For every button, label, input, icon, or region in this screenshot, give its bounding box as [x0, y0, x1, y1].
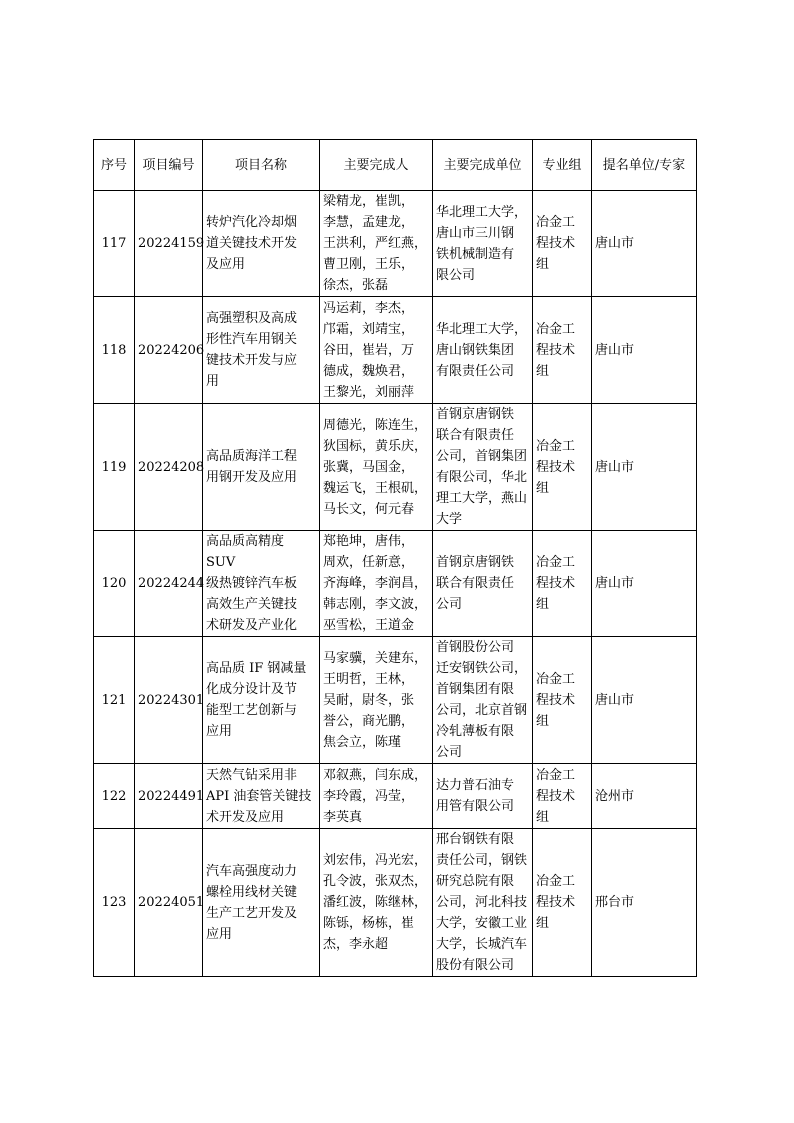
header-name: 项目名称: [203, 140, 320, 191]
cell-people-line: 魏运飞，王根矶，: [323, 480, 428, 496]
cell-units-line: 责任公司，钢铁: [436, 853, 528, 868]
cell-group-line: 组: [536, 257, 550, 272]
cell-seq: 118: [94, 297, 135, 404]
cell-people-line: 张冀，马国金，: [323, 459, 415, 475]
cell-units-line: 唐山钢铁集团: [436, 342, 515, 358]
cell-group: [533, 404, 592, 531]
cell-group-line: 程技术: [536, 895, 576, 910]
cell-code: 20224051: [135, 829, 203, 977]
cell-group-line: 组: [536, 809, 550, 825]
cell-seq: 119: [94, 404, 135, 531]
cell-name-line: 高效生产关键技: [206, 597, 298, 612]
cell-nominator: 邢台市: [592, 829, 697, 977]
cell-people-line: 周德光，陈连生，: [323, 417, 428, 433]
cell-units-line: 华北理工大学，: [436, 204, 528, 220]
cell-units-line: 首钢股份公司: [436, 640, 515, 655]
cell-units-line: 邢台钢铁有限: [436, 832, 515, 847]
cell-name-line: 高强塑积及高成: [206, 311, 298, 326]
cell-name-line: API 油套管关键技: [206, 788, 312, 804]
cell-group-line: 冶金工: [536, 874, 576, 889]
cell-name-line: 用钢开发及应用: [206, 470, 298, 485]
cell-people-line: 冯运莉，李杰，: [323, 300, 415, 316]
cell-people-line: 曹卫刚，王乐，: [323, 257, 415, 272]
cell-units-line: 用管有限公司: [436, 799, 515, 814]
cell-nominator: 唐山市: [592, 404, 697, 531]
cell-units-line: 首钢京唐钢铁: [436, 407, 515, 422]
table-row: [94, 404, 697, 531]
cell-group: [533, 297, 592, 404]
cell-people-line: 李玲霞，冯莹，: [323, 788, 415, 804]
cell-group-line: 冶金工: [536, 671, 576, 687]
project-table: [93, 139, 697, 977]
cell-people-line: 刘宏伟，冯光宏，: [323, 853, 428, 868]
cell-people-line: 吴耐，尉冬，张: [323, 692, 415, 708]
cell-units-line: 研究总院有限: [436, 874, 515, 889]
cell-people-line: 誉公，商光鹏，: [323, 713, 415, 729]
cell-name: [203, 191, 320, 297]
cell-people-line: 王黎光，刘丽萍: [323, 384, 415, 400]
cell-units-line: 华北理工大学，: [436, 321, 528, 337]
cell-units-line: 股份有限公司: [436, 958, 515, 973]
cell-name-line: 化成分设计及节: [206, 682, 298, 697]
cell-group: [533, 531, 592, 637]
cell-group-line: 程技术: [536, 788, 576, 804]
cell-code: 20224206: [135, 297, 203, 404]
cell-units-line: 公司: [436, 745, 463, 760]
cell-nominator: 唐山市: [592, 637, 697, 764]
cell-name-line: 能型工艺创新与: [206, 703, 298, 718]
cell-people-line: 王明哲，王林，: [323, 671, 415, 687]
cell-people-line: 陈铄，杨栋，崔: [323, 916, 415, 931]
cell-people-line: 邝霜，刘靖宝，: [323, 321, 415, 337]
cell-people-line: 周欢，任新意，: [323, 555, 415, 570]
cell-group-line: 冶金工: [536, 215, 576, 230]
cell-people-line: 焦会立，陈瑾: [323, 734, 402, 750]
cell-name-line: 高品质高精度 SUV: [206, 534, 285, 570]
table-body: [94, 191, 697, 977]
cell-people-line: 王洪利，严红燕，: [323, 236, 428, 251]
cell-people: [320, 829, 433, 977]
cell-name-line: 用: [206, 374, 220, 389]
cell-group: [533, 637, 592, 764]
table-row: [94, 297, 697, 404]
cell-people-line: 孔令波，张双杰，: [323, 874, 428, 889]
cell-code: 20224244: [135, 531, 203, 637]
cell-units-line: 公司: [436, 597, 463, 612]
cell-group-line: 程技术: [536, 236, 576, 251]
cell-group-line: 程技术: [536, 692, 576, 708]
cell-units-line: 首钢京唐钢铁: [436, 555, 515, 570]
cell-group: [533, 764, 592, 829]
cell-people-line: 韩志刚，李文波，: [323, 597, 428, 612]
cell-name: [203, 531, 320, 637]
header-code: 项目编号: [135, 140, 203, 191]
cell-group-line: 程技术: [536, 342, 576, 358]
cell-units-line: 有限责任公司: [436, 363, 515, 379]
cell-name-line: 形性汽车用钢关: [206, 332, 298, 347]
cell-name-line: 生产工艺开发及: [206, 905, 298, 921]
cell-name: [203, 829, 320, 977]
cell-units: [433, 764, 533, 829]
cell-people: [320, 297, 433, 404]
cell-name: [203, 404, 320, 531]
cell-units-line: 唐山市三川钢: [436, 225, 515, 241]
cell-people-line: 德成，魏焕君，: [323, 363, 415, 379]
cell-units-line: 大学: [436, 512, 463, 527]
cell-units-line: 公司，北京首钢: [436, 703, 528, 718]
cell-people: [320, 531, 433, 637]
cell-name-line: 转炉汽化冷却烟: [206, 215, 298, 230]
table-row: [94, 829, 697, 977]
cell-nominator: 唐山市: [592, 297, 697, 404]
cell-group: [533, 829, 592, 977]
cell-people: [320, 637, 433, 764]
cell-name-line: 汽车高强度动力: [206, 863, 298, 879]
cell-units: [433, 191, 533, 297]
cell-name-line: 术开发及应用: [206, 809, 285, 825]
cell-name-line: 应用: [206, 724, 233, 739]
cell-group-line: 冶金工: [536, 438, 576, 454]
cell-code: 20224491: [135, 764, 203, 829]
cell-seq: 117: [94, 191, 135, 297]
cell-name-line: 键技术开发与应: [206, 353, 298, 368]
table-row: [94, 531, 697, 637]
cell-name-line: 螺栓用线材关键: [206, 884, 298, 900]
cell-units-line: 理工大学，燕山: [436, 491, 528, 506]
cell-group-line: 冶金工: [536, 321, 576, 337]
cell-units-line: 联合有限责任: [436, 576, 515, 591]
cell-name: [203, 637, 320, 764]
cell-group: [533, 191, 592, 297]
cell-people-line: 李慧，孟建龙，: [323, 215, 415, 230]
cell-name-line: 级热镀锌汽车板: [206, 576, 298, 591]
cell-people-line: 郑艳坤，唐伟，: [323, 534, 415, 549]
cell-people-line: 齐海峰，李润昌，: [323, 576, 428, 591]
cell-units-line: 公司，河北科技: [436, 895, 528, 910]
header-group: 专业组: [533, 140, 592, 191]
cell-people-line: 马长文，何元春: [323, 501, 415, 517]
table-row: [94, 191, 697, 297]
cell-people-line: 巫雪松，王道金: [323, 618, 415, 633]
cell-group-line: 组: [536, 916, 550, 931]
cell-nominator: 沧州市: [592, 764, 697, 829]
cell-units-line: 铁机械制造有: [436, 246, 515, 262]
cell-name-line: 道关键技术开发: [206, 236, 298, 251]
cell-group-line: 组: [536, 363, 550, 379]
cell-name-line: 天然气钻采用非: [206, 767, 298, 783]
cell-people-line: 马家骥，关建东，: [323, 650, 428, 666]
cell-group-line: 组: [536, 713, 550, 729]
cell-people-line: 邓叙燕，闫东成，: [323, 767, 428, 783]
cell-name-line: 高品质海洋工程: [206, 449, 298, 464]
cell-people-line: 李英真: [323, 809, 363, 825]
cell-units-line: 迁安钢铁公司，: [436, 661, 528, 676]
cell-seq: 120: [94, 531, 135, 637]
cell-group-line: 程技术: [536, 459, 576, 475]
cell-seq: 121: [94, 637, 135, 764]
cell-name-line: 高品质 IF 钢减量: [206, 661, 307, 676]
table-row: [94, 764, 697, 829]
cell-units-line: 达力普石油专: [436, 778, 515, 793]
cell-people: [320, 191, 433, 297]
cell-units-line: 联合有限责任: [436, 428, 515, 443]
cell-code: 20224301: [135, 637, 203, 764]
cell-group-line: 组: [536, 597, 550, 612]
cell-name: [203, 764, 320, 829]
cell-code: 20224208: [135, 404, 203, 531]
cell-units-line: 冷轧薄板有限: [436, 724, 515, 739]
header-people: 主要完成人: [320, 140, 433, 191]
cell-group-line: 组: [536, 480, 550, 496]
cell-code: 20224159: [135, 191, 203, 297]
cell-people-line: 梁精龙，崔凯，: [323, 194, 415, 209]
cell-group-line: 冶金工: [536, 555, 576, 570]
cell-seq: 123: [94, 829, 135, 977]
cell-name-line: 及应用: [206, 257, 246, 272]
cell-people-line: 潘红波，陈继林，: [323, 895, 428, 910]
cell-units-line: 有限公司，华北: [436, 470, 528, 485]
cell-units: [433, 829, 533, 977]
cell-people-line: 杰，李永超: [323, 937, 389, 952]
cell-people-line: 徐杰，张磊: [323, 278, 389, 293]
cell-people: [320, 404, 433, 531]
cell-units: [433, 531, 533, 637]
cell-people-line: 谷田，崔岩，万: [323, 342, 415, 358]
cell-name-line: 术研发及产业化: [206, 618, 298, 633]
cell-name: [203, 297, 320, 404]
table-row: [94, 637, 697, 764]
cell-units-line: 大学，安徽工业: [436, 916, 528, 931]
cell-group-line: 冶金工: [536, 767, 576, 783]
cell-seq: 122: [94, 764, 135, 829]
cell-people: [320, 764, 433, 829]
header-units: 主要完成单位: [433, 140, 533, 191]
cell-units-line: 限公司: [436, 267, 476, 283]
cell-units: [433, 404, 533, 531]
cell-nominator: 唐山市: [592, 531, 697, 637]
cell-units-line: 首钢集团有限: [436, 682, 515, 697]
cell-group-line: 程技术: [536, 576, 576, 591]
cell-units-line: 公司，首钢集团: [436, 449, 528, 464]
cell-nominator: 唐山市: [592, 191, 697, 297]
header-row: [94, 140, 697, 191]
cell-people-line: 狄国标，黄乐庆，: [323, 438, 428, 454]
cell-name-line: 应用: [206, 926, 233, 942]
header-nominator: 提名单位/专家: [592, 140, 697, 191]
cell-units-line: 大学，长城汽车: [436, 937, 528, 952]
header-seq: 序号: [94, 140, 135, 191]
cell-units: [433, 637, 533, 764]
cell-units: [433, 297, 533, 404]
